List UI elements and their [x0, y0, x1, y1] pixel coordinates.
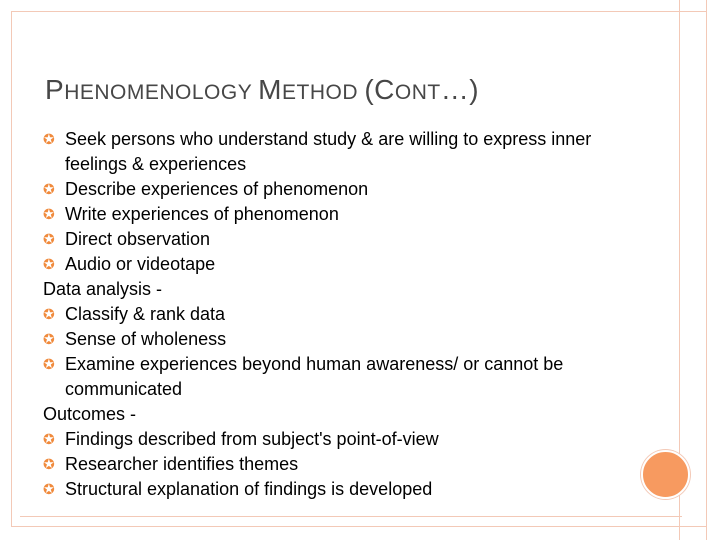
bullet-item: ✪ Classify & rank data [43, 302, 643, 327]
decorative-circle [641, 450, 690, 499]
bullet-icon: ✪ [43, 206, 55, 222]
bullet-item: ✪ Researcher identifies themes [43, 452, 643, 477]
bullet-item: ✪ Sense of wholeness [43, 327, 643, 352]
bullet-item: ✪ Seek persons who understand study & are willing to express inner feelings & experiences [43, 129, 592, 174]
data-analysis-heading: Data analysis - [43, 279, 163, 299]
bullet-icon: ✪ [43, 256, 55, 272]
bullet-icon: ✪ [43, 481, 55, 497]
bullet-item: ✪ Findings described from subject's point-of-view [43, 427, 643, 452]
bullet-icon: ✪ [43, 181, 55, 197]
bullet-icon: ✪ [43, 356, 55, 372]
bullet-icon: ✪ [43, 306, 55, 322]
bullet-icon: ✪ [43, 331, 55, 347]
slide-title: PHENOMENOLOGY METHOD (CONT…) [45, 74, 480, 105]
bullet-icon: ✪ [43, 231, 55, 247]
bullet-icon: ✪ [43, 456, 55, 472]
bullet-item: ✪ Examine experiences beyond human awareness/ or cannot be communicated [43, 354, 564, 399]
bullet-icon: ✪ [43, 431, 55, 447]
bullet-icon: ✪ [43, 131, 55, 147]
bullet-item: ✪ Audio or videotape [43, 252, 643, 277]
bullet-item: ✪ Write experiences of phenomenon [43, 202, 643, 227]
bullet-item: ✪ Direct observation [43, 227, 643, 252]
bullet-item: ✪ Structural explanation of findings is developed [43, 477, 643, 502]
outcomes-heading: Outcomes - [43, 404, 137, 424]
bottom-rule [20, 516, 682, 517]
bullet-item: ✪ Describe experiences of phenomenon [43, 177, 643, 202]
slide-content [43, 127, 643, 502]
